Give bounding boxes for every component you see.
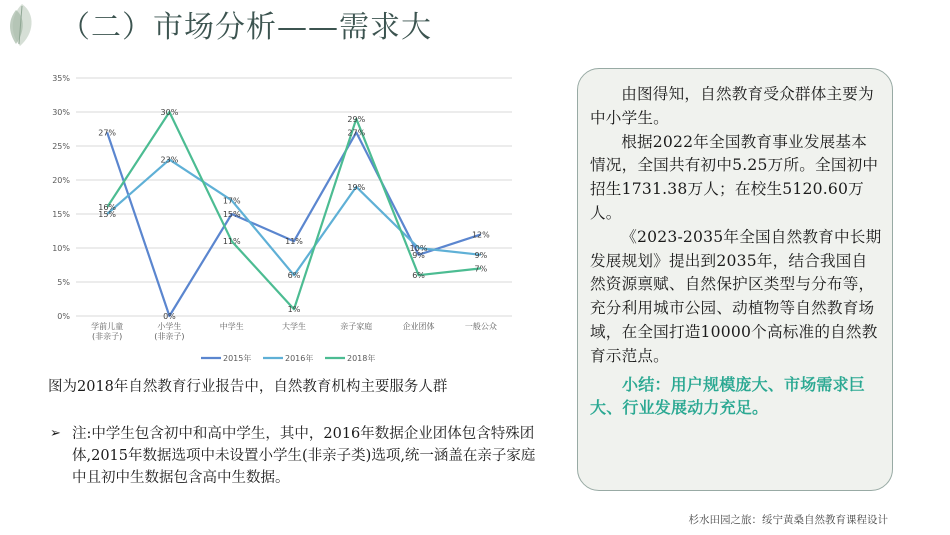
data-label: 9% <box>474 250 488 260</box>
y-tick-label: 30% <box>52 108 70 117</box>
data-label: 0% <box>163 312 176 321</box>
data-label: 19% <box>347 182 366 192</box>
note-text: 注:中学生包含初中和高中学生，其中，2016年数据企业团体包含特殊团体,2015年数据选项中未设置小学生(非亲子类)选项,统一涵盖在亲子家庭中且初中生数据包含高中生数据。 <box>72 426 536 486</box>
y-tick-label: 20% <box>52 176 70 185</box>
y-tick-label: 0% <box>57 312 70 321</box>
y-tick-label: 10% <box>52 244 70 253</box>
x-tick-label: 小学生 <box>157 322 182 331</box>
x-tick-label: (非亲子) <box>154 332 185 341</box>
panel-paragraph-3: 《2023-2035年全国自然教育中长期发展规划》提出到2035年，结合我国自然资源禀赋、自然保护区类型与分布等，充分利用城市公园、动植物等自然教育场域，在全国打造10000个高标准的自然教育示范点。 <box>590 227 882 365</box>
page-title: （二）市场分析——需求大 <box>60 10 432 45</box>
y-tick-label: 35% <box>52 74 70 83</box>
legend-label: 2015年 <box>223 354 252 363</box>
panel-paragraph-1: 由图得知，自然教育受众群体主要为中小学生。 <box>590 85 874 127</box>
footer-text: 杉水田园之旅：绥宁黄桑自然教育课程设计 <box>688 514 888 526</box>
summary-panel <box>577 68 893 491</box>
data-label: 23% <box>160 155 179 165</box>
legend-label: 2018年 <box>347 354 376 363</box>
data-label: 15% <box>222 210 241 219</box>
y-tick-label: 25% <box>52 142 70 151</box>
data-label: 27% <box>347 128 366 138</box>
chart-legend <box>201 353 375 363</box>
y-tick-label: 15% <box>52 210 70 219</box>
y-tick-label: 5% <box>57 278 70 287</box>
arrow-bullet-icon: ➢ <box>50 426 61 441</box>
data-label: 27% <box>98 128 117 138</box>
data-label: 7% <box>474 264 488 274</box>
data-label: 16% <box>98 203 117 213</box>
x-tick-label: 亲子家庭 <box>340 322 373 331</box>
data-label: 1% <box>287 305 301 315</box>
x-tick-label: 一般公众 <box>464 322 497 331</box>
data-label: 11% <box>222 237 241 247</box>
leaf-decoration-icon <box>2 0 42 50</box>
chart-y-ticks <box>52 74 70 321</box>
data-label: 10% <box>409 244 428 253</box>
chart-gridlines <box>76 78 512 316</box>
x-tick-label: 中学生 <box>219 322 244 331</box>
data-label: 11% <box>285 237 303 247</box>
note-block <box>50 423 540 489</box>
data-label: 9% <box>412 250 425 260</box>
line-chart <box>40 68 520 368</box>
data-label: 30% <box>160 108 179 117</box>
panel-summary: 小结：用户规模庞大、市场需求巨大、行业发展动力充足。 <box>590 374 866 418</box>
data-label: 17% <box>222 196 241 206</box>
data-label: 15% <box>98 210 117 219</box>
x-tick-label: (非亲子) <box>92 332 123 341</box>
chart-x-ticks <box>91 321 497 341</box>
x-tick-label: 大学生 <box>282 322 306 331</box>
data-label: 6% <box>412 271 425 281</box>
x-tick-label: 企业团体 <box>402 322 435 331</box>
chart-caption: 图为2018年自然教育行业报告中，自然教育机构主要服务人群 <box>48 379 448 395</box>
legend-label: 2016年 <box>285 354 314 363</box>
data-label: 29% <box>347 114 366 124</box>
data-label: 6% <box>287 271 301 281</box>
x-tick-label: 学前儿童 <box>91 322 124 331</box>
panel-paragraph-2: 根据2022年全国教育事业发展基本情况，全国共有初中5.25万所。全国初中招生1731.38万人；在校生5120.60万人。 <box>590 132 879 222</box>
data-label: 12% <box>471 230 490 240</box>
